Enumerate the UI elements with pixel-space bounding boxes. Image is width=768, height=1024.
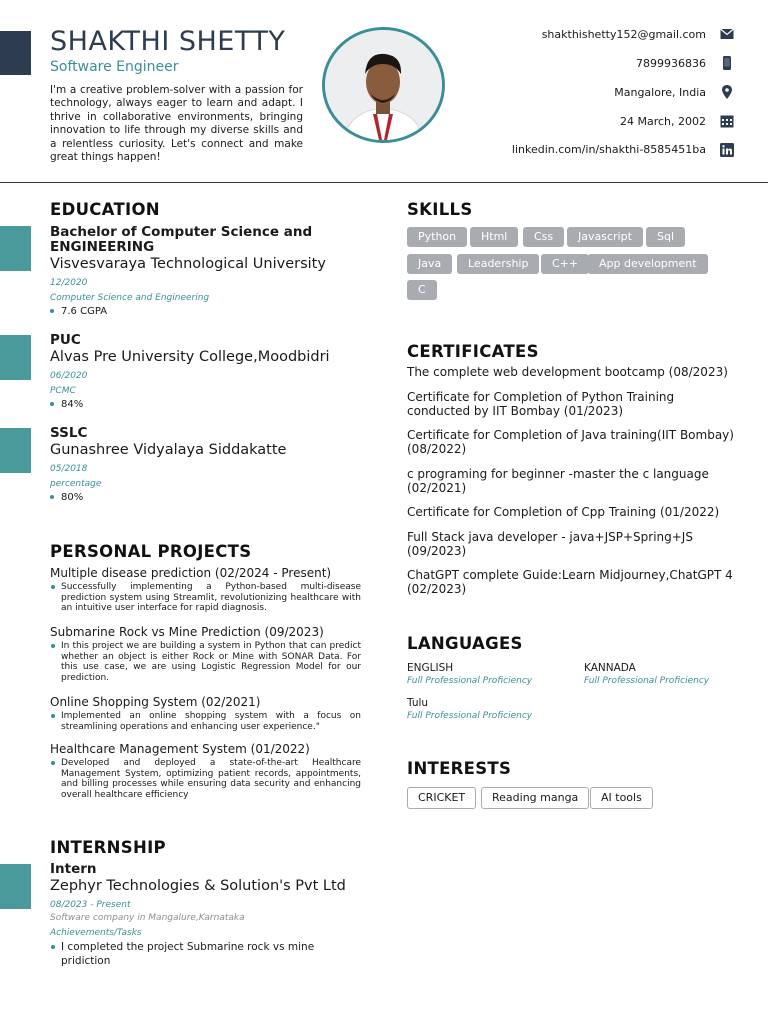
profile-photo — [322, 27, 445, 143]
education-school: Visvesvaraya Technological University — [50, 256, 326, 272]
education-field: Computer Science and Engineering — [50, 293, 210, 303]
project-description: Successfully implementing a Python-based multi-disease prediction system using Streamlit, revolutionizing healthcare with an intuitive user interface for rapid diagnosis. — [61, 582, 361, 614]
education-result: 7.6 CGPA — [50, 306, 107, 317]
contact-location: Mangalore, India — [614, 86, 706, 99]
project-title: Online Shopping System (02/2021) — [50, 695, 261, 709]
profile-photo-illustration — [325, 30, 442, 140]
education-school: Gunashree Vidyalaya Siddakatte — [50, 442, 287, 458]
contact-phone[interactable]: 7899936836 — [636, 57, 706, 70]
skill-tag: Css — [523, 227, 564, 247]
education-degree: Bachelor of Computer Science and ENGINEERING — [50, 224, 313, 255]
project-title: Multiple disease prediction (02/2024 - Present) — [50, 566, 332, 580]
skill-tag: Html — [470, 227, 518, 247]
linkedin-icon — [720, 143, 734, 157]
header-divider — [0, 182, 768, 183]
language-level: Full Professional Proficiency — [407, 676, 533, 686]
internship-title: INTERNSHIP — [50, 838, 166, 857]
internship-date: 08/2023 - Present — [50, 900, 131, 910]
envelope-icon — [720, 27, 734, 41]
certificate-item: The complete web development bootcamp (08/2023) — [407, 365, 728, 379]
education-date: 05/2018 — [50, 464, 88, 474]
contact-email[interactable]: shakthishetty152@gmail.com — [541, 28, 706, 41]
internship-achievement: I completed the project Submarine rock vs mine pridiction — [61, 941, 315, 967]
education-field: percentage — [50, 479, 102, 489]
languages-title: LANGUAGES — [407, 634, 523, 653]
project-title: Healthcare Management System (01/2022) — [50, 742, 310, 756]
candidate-role: Software Engineer — [50, 59, 179, 75]
certificate-item: Full Stack java developer - java+JSP+Spring+JS (09/2023) — [407, 530, 693, 558]
language-name: ENGLISH — [407, 662, 454, 674]
education-marker — [0, 428, 31, 473]
certificate-item: ChatGPT complete Guide:Learn Midjourney,ChatGPT 4 (02/2023) — [407, 568, 733, 596]
skill-tag: Python — [407, 227, 467, 247]
project-description: In this project we are building a system in Python that can predict whether an object is either Rock or Mine with SONAR Data. For this use case, we are using Logistic Regression Model for our prediction. — [61, 641, 361, 683]
project-bullet — [51, 761, 55, 765]
project-bullet — [51, 644, 55, 648]
interest-tag: CRICKET — [407, 787, 476, 809]
interest-tag: Reading manga — [481, 787, 589, 809]
internship-location: Software company in Mangalure,Karnataka — [50, 913, 245, 923]
interests-title: INTERESTS — [407, 759, 512, 778]
location-pin-icon — [720, 85, 734, 99]
education-marker — [0, 226, 31, 271]
projects-title: PERSONAL PROJECTS — [50, 542, 252, 561]
skill-tag: Leadership — [457, 254, 539, 274]
project-description: Developed and deployed a state-of-the-art Healthcare Management System, optimizing patient records, appointments, and billing processes while ensuring data security and enhancing overall healthcare efficiency — [61, 758, 361, 800]
language-level: Full Professional Proficiency — [407, 711, 533, 721]
certificate-item: Certificate for Completion of Java training(IIT Bombay) (08/2022) — [407, 428, 734, 456]
skill-tag: C++ — [541, 254, 589, 274]
candidate-name: SHAKTHI SHETTY — [50, 26, 286, 57]
skill-tag: Sql — [646, 227, 685, 247]
skill-tag: Javascript — [567, 227, 643, 247]
internship-achievements-label: Achievements/Tasks — [50, 928, 142, 938]
phone-icon — [720, 56, 734, 70]
calendar-icon — [720, 114, 734, 128]
education-school: Alvas Pre University College,Moodbidri — [50, 349, 330, 365]
education-marker — [0, 335, 31, 380]
internship-marker — [0, 864, 31, 909]
internship-company: Zephyr Technologies & Solution's Pvt Ltd — [50, 878, 346, 894]
contact-birthdate: 24 March, 2002 — [619, 115, 706, 128]
education-degree: SSLC — [50, 425, 88, 441]
education-result: 80% — [50, 492, 83, 503]
certificates-title: CERTIFICATES — [407, 342, 539, 361]
certificate-item: c programing for beginner -master the c language (02/2021) — [407, 467, 709, 495]
education-date: 06/2020 — [50, 371, 88, 381]
project-bullet — [51, 585, 55, 589]
internship-bullet — [51, 945, 55, 949]
contact-linkedin[interactable]: linkedin.com/in/shakthi-8585451ba — [511, 143, 706, 156]
certificate-item: Certificate for Completion of Cpp Training (01/2022) — [407, 505, 720, 519]
language-name: KANNADA — [584, 662, 636, 674]
skills-title: SKILLS — [407, 200, 473, 219]
education-date: 12/2020 — [50, 278, 88, 288]
header-accent-block — [0, 31, 31, 75]
project-bullet — [51, 714, 55, 718]
interest-tag: AI tools — [590, 787, 653, 809]
certificate-item: Certificate for Completion of Python Training conducted by IIT Bombay (01/2023) — [407, 390, 675, 418]
education-field: PCMC — [50, 386, 76, 396]
education-degree: PUC — [50, 332, 81, 348]
education-title: EDUCATION — [50, 200, 160, 219]
internship-role: Intern — [50, 861, 97, 877]
summary-text: I'm a creative problem-solver with a passion for technology, always eager to learn and adapt. I thrive in collaborative environments, bringing innovation to life through my diverse skills and a relentless curiosity. Let's connect and make great things happen! — [50, 84, 303, 164]
skill-tag: App development — [588, 254, 708, 274]
skill-tag: Java — [407, 254, 452, 274]
education-result: 84% — [50, 399, 83, 410]
skill-tag: C — [407, 280, 437, 300]
language-name: Tulu — [407, 697, 429, 709]
language-level: Full Professional Proficiency — [584, 676, 710, 686]
project-description: Implemented an online shopping system with a focus on streamlining operations and enhancing user experience." — [61, 711, 361, 732]
project-title: Submarine Rock vs Mine Prediction (09/2023) — [50, 625, 324, 639]
